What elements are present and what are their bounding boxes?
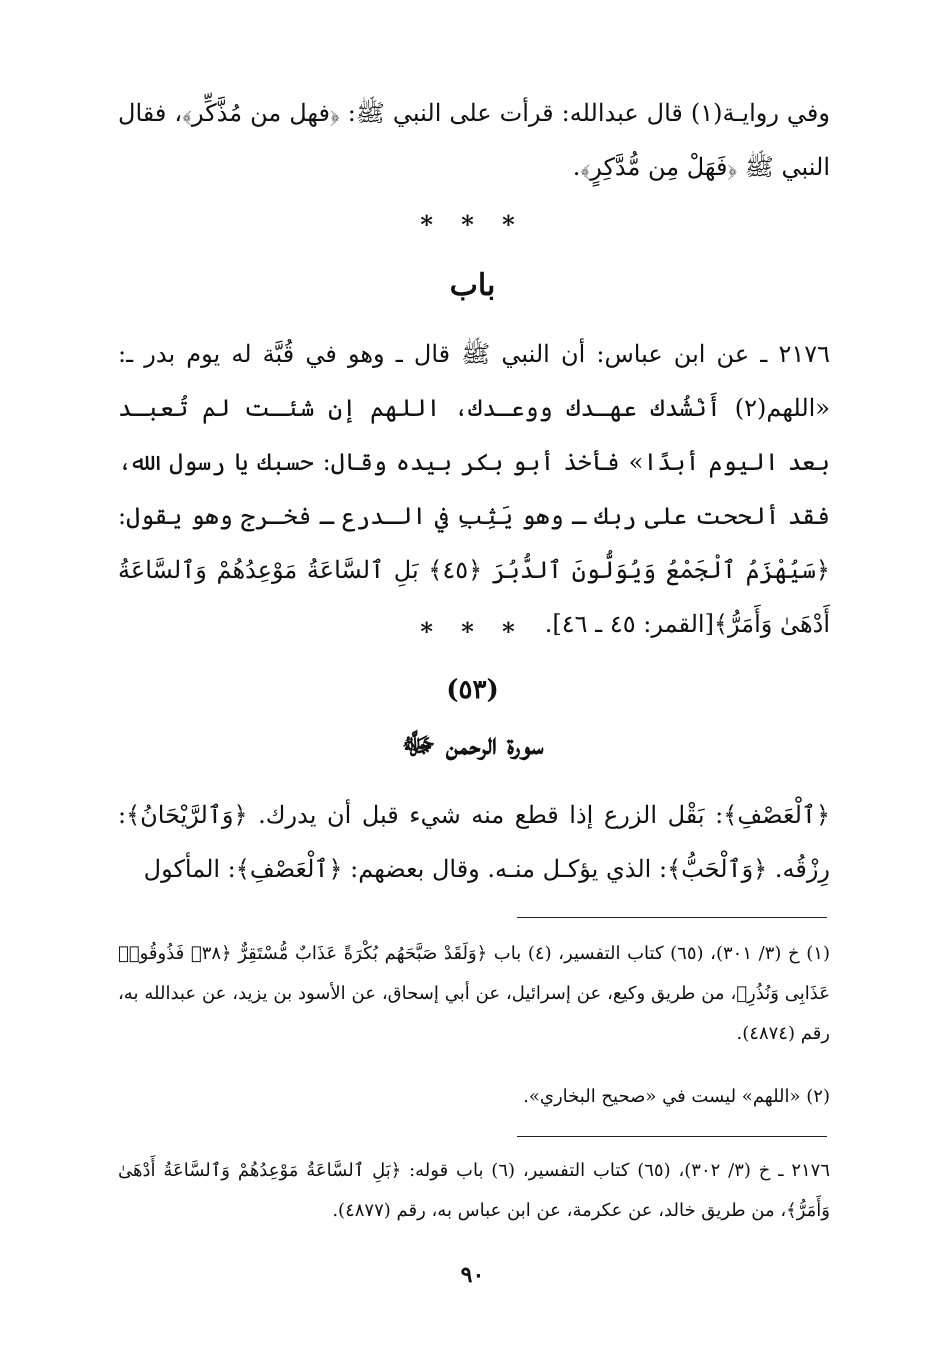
surah-title-heading: سورة الرحمن ﷻ xyxy=(401,727,544,762)
bab-heading: باب xyxy=(449,268,496,303)
takhrij-2176: ٢١٧٦ ـ خ (٣/ ٣٠٢)، (٦٥) كتاب التفسير، (٦) باب قوله: ﴿بَلِ ٱلسَّاعَةُ مَوْعِدُهُمْ وَٱلسَّاعَةُ أَدْهَىٰ وَأَمَرُّ﴾، من طريق خالد، عن عكرمة، عن ابن عباس به، رقم (٤٨٧٧). xyxy=(118,1160,830,1221)
footnote-divider xyxy=(517,917,827,918)
takhrij-divider xyxy=(517,1136,827,1137)
surah-number-heading: (٥٣) xyxy=(446,675,499,705)
hadith-2176-paragraph: ٢١٧٦ ـ عن ابن عباس: أن النبي ﷺ قال ـ وهو في قُبَّة له يوم بدر ـ: «اللهم(٢) أَنْشُدك عهـدك ووعـدك، اللهم إن شئـت لم تُعبـد بعد اليوم أبدًا» فأخذ أبو بكر بيده وقال: حسبك يا رسول الله، فقد ألححت على ربك ـ وهو يَثِبِ في الـدرع ـ فخـرج وهو يقول: ﴿سَيُهْزَمُ ٱلْجَمْعُ وَيُوَلُّونَ ٱلدُّبُرَ ﴿٤٥﴾ بَلِ ٱلسَّاعَةُ مَوْعِدُهُمْ وَٱلسَّاعَةُ أَدْهَىٰ وَأَمَرُّ﴾[القمر: ٤٥ ـ ٤٦]. xyxy=(118,340,830,638)
riwaya-paragraph: وفي روايـة(١) قال عبدالله: قرأت على النبي ﷺ: ﴿فهل من مُذَّكِّر﴾، فقال النبي ﷺ ﴿فَهَلْ مِن مُّدَّكِرٍ﴾. xyxy=(118,99,830,181)
page-number: ٩٠ xyxy=(460,1262,485,1288)
section-separator: * * * xyxy=(420,210,525,239)
section-separator: * * * xyxy=(420,617,525,646)
footnote-2: (٢) «اللهم» ليست في «صحيح البخاري». xyxy=(523,1086,830,1107)
footnote-1: (١) خ (٣/ ٣٠١)، (٦٥) كتاب التفسير، (٤) باب ﴿وَلَقَدْ صَبَّحَهُم بُكْرَةً عَذَابٌ مُّسْتَقِرٌّ ﴿٣٨﴾ فَذُوقُوا۟ عَذَابِى وَنُذُرِ﴾، من طريق وكيع، عن إسرائيل، عن أبي إسحاق، عن الأسود بن يزيد، عن عبدالله به، رقم (٤٨٧٤). xyxy=(118,943,830,1044)
rahman-intro-paragraph: ﴿ٱلْعَصْفِ﴾: بَقْل الزرع إذا قطع منه شيء قبل أن يدرك. ﴿وَٱلرَّيْحَانُ﴾: رِزْقُه. ﴿وَٱلْحَبُّ﴾: الذي يؤكـل منـه. وقال بعضهم: ﴿ٱلْعَصْفِ﴾: المأكول xyxy=(118,801,830,883)
